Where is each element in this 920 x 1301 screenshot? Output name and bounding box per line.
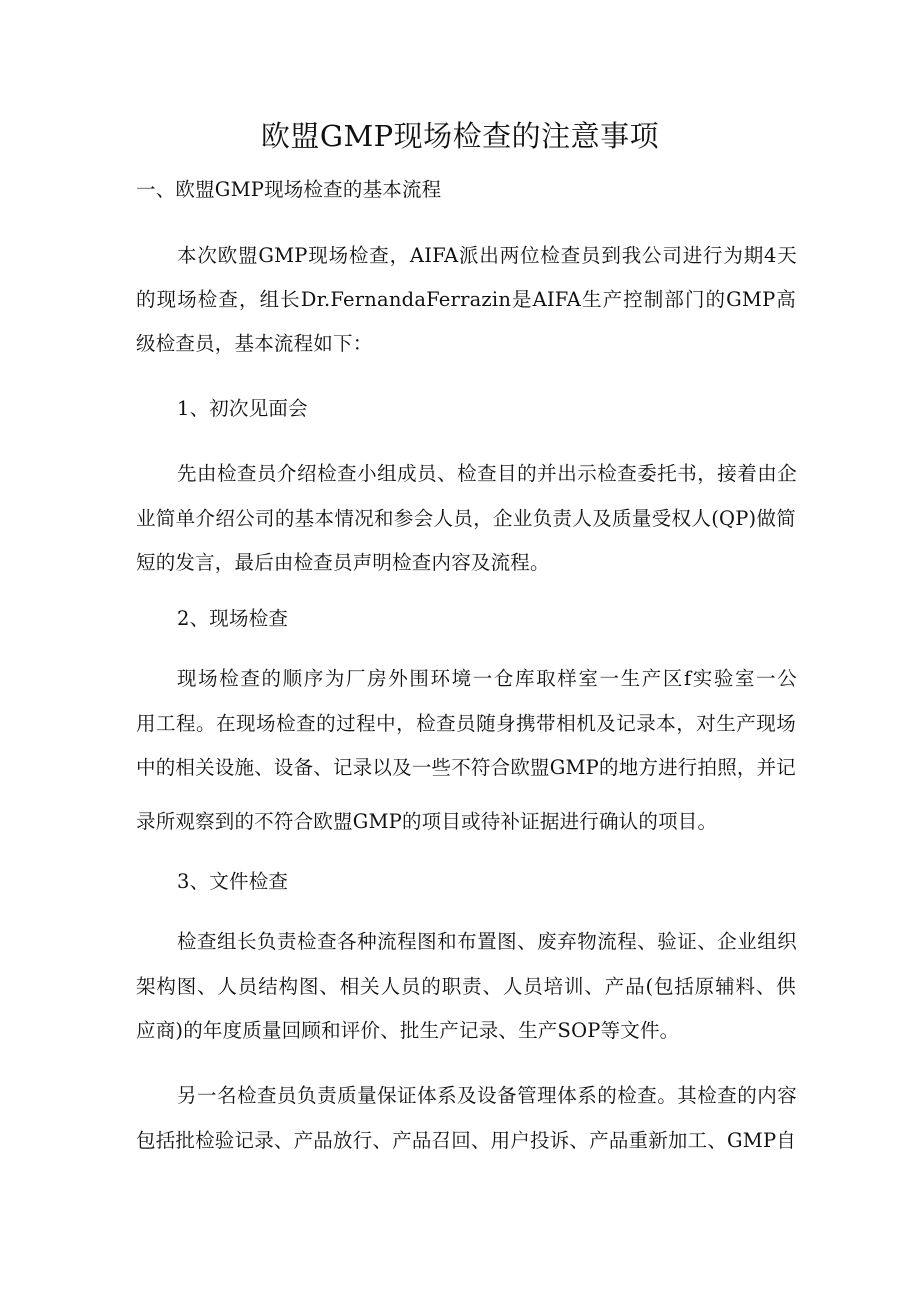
paragraph-line: 的现场检查，组长Dr.FernandaFerrazin是AIFA生产控制部门的GMP高 — [136, 288, 796, 311]
paragraph-line: 现场检查的顺序为厂房外围环境一仓库取样室一生产区f实验室一公 — [177, 667, 797, 690]
subsection-heading: 2、现场检查 — [177, 607, 289, 630]
paragraph-line: 先由检查员介绍检查小组成员、检查目的并出示检查委托书，接着由企 — [177, 462, 797, 485]
section-heading: 一、欧盟GMP现场检查的基本流程 — [136, 178, 442, 201]
paragraph-line: 级检查员，基本流程如下： — [136, 332, 373, 355]
subsection-heading: 3、文件检查 — [177, 870, 289, 893]
paragraph-line: 短的发言，最后由检查员声明检查内容及流程。 — [136, 551, 550, 574]
paragraph-line: 业简单介绍公司的基本情况和参会人员，企业负责人及质量受权人(QP)做简 — [136, 507, 796, 530]
document-title: 欧盟GMP现场检查的注意事项 — [260, 119, 660, 153]
paragraph-line: 另一名检查员负责质量保证体系及设备管理体系的检查。其检查的内容 — [177, 1084, 797, 1107]
paragraph-line: 检查组长负责检查各种流程图和布置图、废弃物流程、验证、企业组织 — [177, 930, 797, 953]
paragraph-line: 本次欧盟GMP现场检查，AIFA派出两位检查员到我公司进行为期4天 — [177, 244, 797, 267]
paragraph-line: 包括批检验记录、产品放行、产品召回、用户投诉、产品重新加工、GMP自 — [136, 1129, 796, 1152]
paragraph-line: 用工程。在现场检查的过程中，检查员随身携带相机及记录本，对生产现场 — [136, 712, 796, 735]
paragraph-line: 架构图、人员结构图、相关人员的职责、人员培训、产品(包括原辅料、供 — [136, 975, 796, 998]
subsection-heading: 1、初次见面会 — [177, 397, 308, 420]
paragraph-line: 中的相关设施、设备、记录以及一些不符合欧盟GMP的地方进行拍照，并记 — [136, 756, 796, 779]
paragraph-line: 应商)的年度质量回顾和评价、批生产记录、生产SOP等文件。 — [136, 1019, 680, 1042]
paragraph-line: 录所观察到的不符合欧盟GMP的项目或待补证据进行确认的项目。 — [136, 810, 718, 833]
